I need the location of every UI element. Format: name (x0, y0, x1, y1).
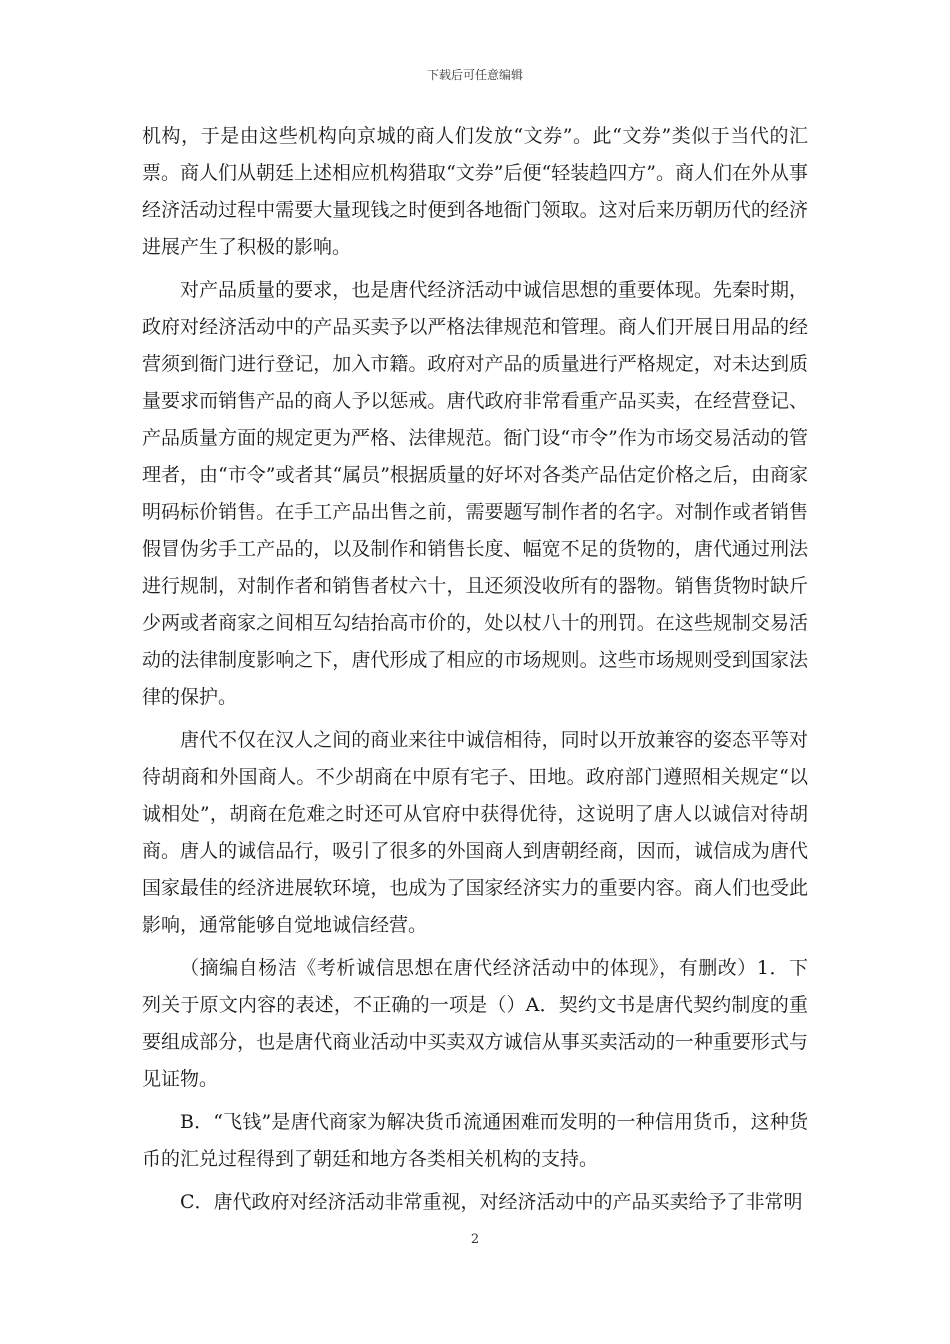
paragraph-source-and-question-1: （摘编自杨洁《考析诚信思想在唐代经济活动中的体现》，有删改）1．下列关于原文内容的表述，不正确的一项是（）A．契约文书是唐代契约制度的重要组成部分，也是唐代商业活动中买卖双方诚信从事买卖活动的一种重要形式与见证物。 (142, 957, 808, 1090)
paragraph-option-c: C．唐代政府对经济活动非常重视，对经济活动中的产品买卖给予了非常明 (180, 1191, 803, 1213)
paragraph-option-b: B．“飞钱”是唐代商家为解决货币流通困难而发明的一种信用货币，这种货币的汇兑过程得到了朝廷和地方各类相关机构的支持。 (142, 1111, 808, 1170)
paragraph-product-quality: 对产品质量的要求，也是唐代经济活动中诚信思想的重要体现。先秦时期，政府对经济活动中的产品买卖予以严格法律规范和管理。商人们开展日用品的经营须到衙门进行登记，加入市籍。政府对产品的质量进行严格规定，对未达到质量要求而销售产品的商人予以惩戒。唐代政府非常看重产品买卖，在经营登记、产品质量方面的规定更为严格、法律规范。衙门设“市令”作为市场交易活动的管理者，由“市令”或者其“属员”根据质量的好坏对各类产品估定价格之后，由商家明码标价销售。在手工产品出售之前，需要题写制作者的名字。对制作或者销售假冒伪劣手工产品的，以及制作和销售长度、幅宽不足的货物的，唐代通过刑法进行规制，对制作者和销售者杖六十，且还须没收所有的器物。销售货物时缺斤少两或者商家之间相互勾结抬高市价的，处以杖八十的刑罚。在这些规制交易活动的法律制度影响之下，唐代形成了相应的市场规则。这些市场规则受到国家法律的保护。 (142, 279, 808, 708)
paragraph-foreign-merchants: 唐代不仅在汉人之间的商业来往中诚信相待，同时以开放兼容的姿态平等对待胡商和外国商人。不少胡商在中原有宅子、田地。政府部门遵照相关规定“以诚相处”，胡商在危难之时还可从官府中获得优待，这说明了唐人以诚信对待胡商。唐人的诚信品行，吸引了很多的外国商人到唐朝经商，因而，诚信成为唐代国家最佳的经济进展软环境，也成为了国家经济实力的重要内容。商人们也受此影响，通常能够自觉地诚信经营。 (142, 729, 808, 936)
paragraph-feiqian-continuation: 机构，于是由这些机构向京城的商人们发放“文券”。此“文券”类似于当代的汇票。商人们从朝廷上述相应机构猎取“文券”后便“轻装趋四方”。商人们在外从事经济活动过程中需要大量现钱之时便到各地衙门领取。这对后来历朝历代的经济进展产生了积极的影响。 (142, 125, 808, 258)
document-body (142, 118, 808, 1227)
page-header: 下载后可任意编辑 (426, 68, 523, 82)
page-number: 2 (470, 1232, 480, 1247)
